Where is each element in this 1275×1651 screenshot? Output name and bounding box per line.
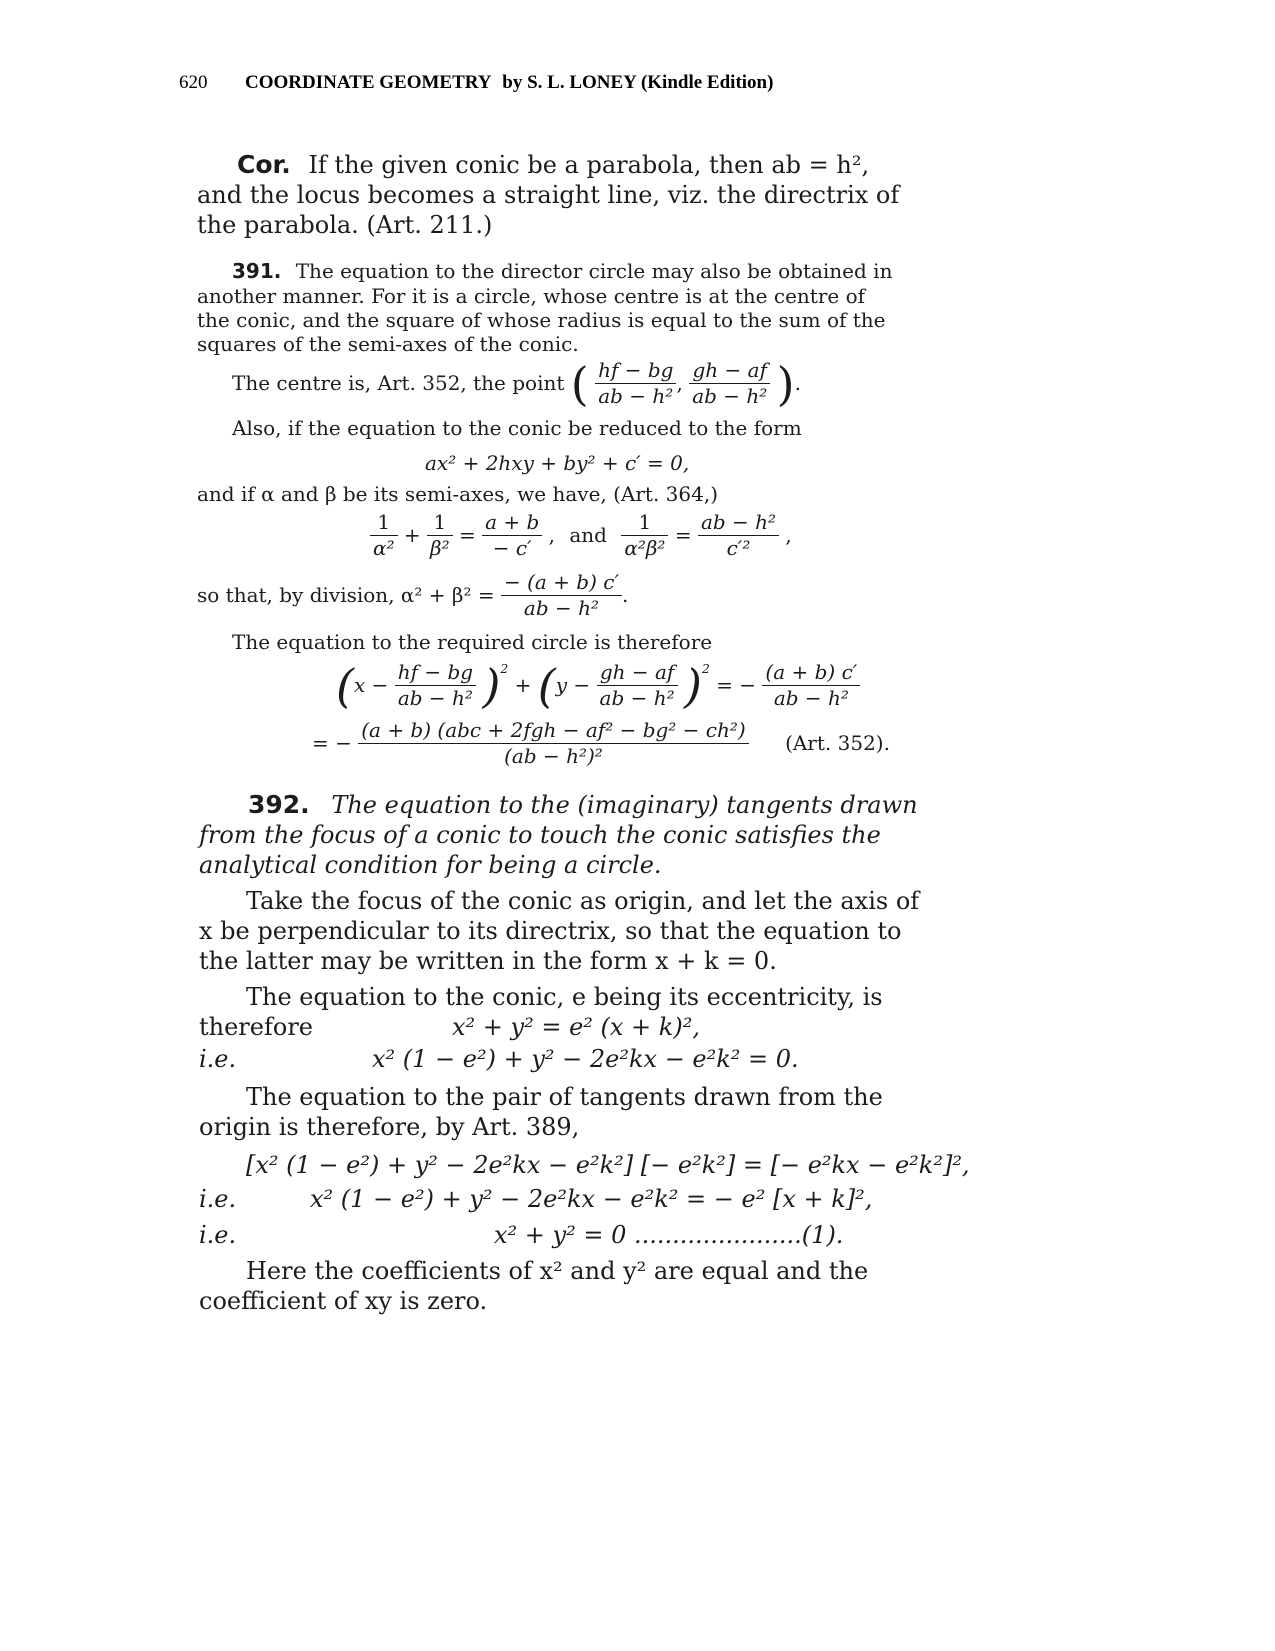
para3-line-2: origin is therefore, by Art. 389, (199, 1113, 580, 1141)
semi-axes-line: and if α and β be its semi-axes, we have, (Art. 364,) (197, 482, 719, 506)
cor-line-2: and the locus becomes a straight line, viz. the directrix of (197, 181, 900, 209)
reduced-equation: ax² + 2hxy + by² + c′ = 0, (425, 451, 690, 475)
art392-stmt-1 (248, 790, 918, 820)
centre-text: The centre is, Art. 352, the point (232, 371, 565, 395)
reciprocal-equations: $\frac{1}{\text{α²}}$ + $\frac{1}{\text{β²}}$ = $\frac{a + b}{- c'}$ , and $\frac{1}{\text{α²β²}}$ = $\frac{\text{ab − h²}}{\text{c′²}}$ , (370, 510, 792, 561)
para3-line-1: The equation to the pair of tangents drawn from the (246, 1083, 883, 1111)
art391-line-1 (232, 259, 892, 284)
ie-2: i.e. (199, 1185, 237, 1213)
para2-therefore: therefore (199, 1013, 313, 1041)
cor-line-3: the parabola. (Art. 211.) (197, 211, 493, 239)
book-title: COORDINATE GEOMETRY (245, 72, 492, 93)
division-line: so that, by division, α² + β² = $\frac{- (a + b) c'}{\text{ab − h²}}$ . (197, 570, 629, 620)
page-number: 620 (179, 72, 208, 93)
division-text: so that, by division, α² + β² = (197, 583, 495, 607)
division-fraction: $\frac{- (a + b) c'}{\text{ab − h²}}$ (501, 570, 622, 621)
centre-x-fraction: $\frac{hf - bg}{\text{ab − h²}}$ (595, 358, 676, 409)
art392-stmt-text-1: The equation to the (imaginary) tangents drawn (331, 791, 918, 819)
art391-line-2: another manner. For it is a circle, whose centre is at the centre of (197, 284, 866, 308)
para3-equation-3: x² + y² = 0 ......................(1). (494, 1221, 844, 1249)
cor-text-1: If the given conic be a parabola, then ab = h², (308, 151, 870, 179)
para3-equation-2: x² (1 − e²) + y² − 2e²kx − e²k² = − e² [x + k]², (310, 1185, 873, 1213)
art391-line-4: squares of the semi-axes of the conic. (197, 332, 579, 356)
book-byline: by S. L. LONEY (Kindle Edition) (502, 72, 774, 93)
art392-stmt-3: analytical condition for being a circle. (199, 851, 662, 879)
para2-line-1: The equation to the conic, e being its eccentricity, is (246, 983, 883, 1011)
cor-line-1 (237, 150, 869, 180)
art391-number: 391. (232, 259, 282, 283)
ie-1: i.e. (199, 1045, 237, 1073)
para1-line-3: the latter may be written in the form x + k = 0. (199, 947, 777, 975)
also-line: Also, if the equation to the conic be reduced to the form (232, 416, 802, 440)
para3-equation-1: [x² (1 − e²) + y² − 2e²kx − e²k²] [− e²k²] = [− e²kx − e²k²]², (246, 1151, 970, 1179)
circle-equation: (x − $\frac{hf - bg}{\text{ab − h²}}$ )$^2$ + (y − $\frac{gh - af}{\text{ab − h²}}$ )$^2$ = − $\frac{(a + b) c'}{\text{ab − h²}}$ (336, 656, 860, 711)
para2-equation-2: x² (1 − e²) + y² − 2e²kx − e²k² = 0. (372, 1045, 799, 1073)
art391-text-1: The equation to the director circle may also be obtained in (295, 259, 893, 283)
final-equation: = − $\frac{\text{(a + b) (abc + 2fgh − af² − bg² − ch²)}}{\text{(ab − h²)²}}$ (Art. 352). (312, 718, 890, 768)
ie-3: i.e. (199, 1221, 237, 1249)
para2-equation-1: x² + y² = e² (x + k)², (452, 1013, 700, 1041)
para4-line-1: Here the coefficients of x² and y² are equal and the (246, 1257, 869, 1285)
centre-line: The centre is, Art. 352, the point ( $\frac{hf - bg}{\text{ab − h²}}$ , $\frac{gh - af}{\text{ab − h²}}$ ). (232, 356, 801, 411)
centre-y-fraction: $\frac{gh - af}{\text{ab − h²}}$ (689, 358, 770, 409)
cor-label: Cor. (237, 150, 291, 179)
para1-line-1: Take the focus of the conic as origin, and let the axis of (246, 887, 920, 915)
and-text: and (569, 523, 607, 547)
para4-line-2: coefficient of xy is zero. (199, 1287, 488, 1315)
art392-stmt-2: from the focus of a conic to touch the conic satisfies the (199, 821, 881, 849)
art392-number: 392. (248, 790, 310, 819)
page-header (179, 72, 773, 94)
required-line: The equation to the required circle is therefore (232, 630, 713, 654)
final-ref: (Art. 352). (785, 731, 890, 755)
art391-line-3: the conic, and the square of whose radius is equal to the sum of the (197, 308, 886, 332)
para1-line-2: x be perpendicular to its directrix, so that the equation to (199, 917, 902, 945)
